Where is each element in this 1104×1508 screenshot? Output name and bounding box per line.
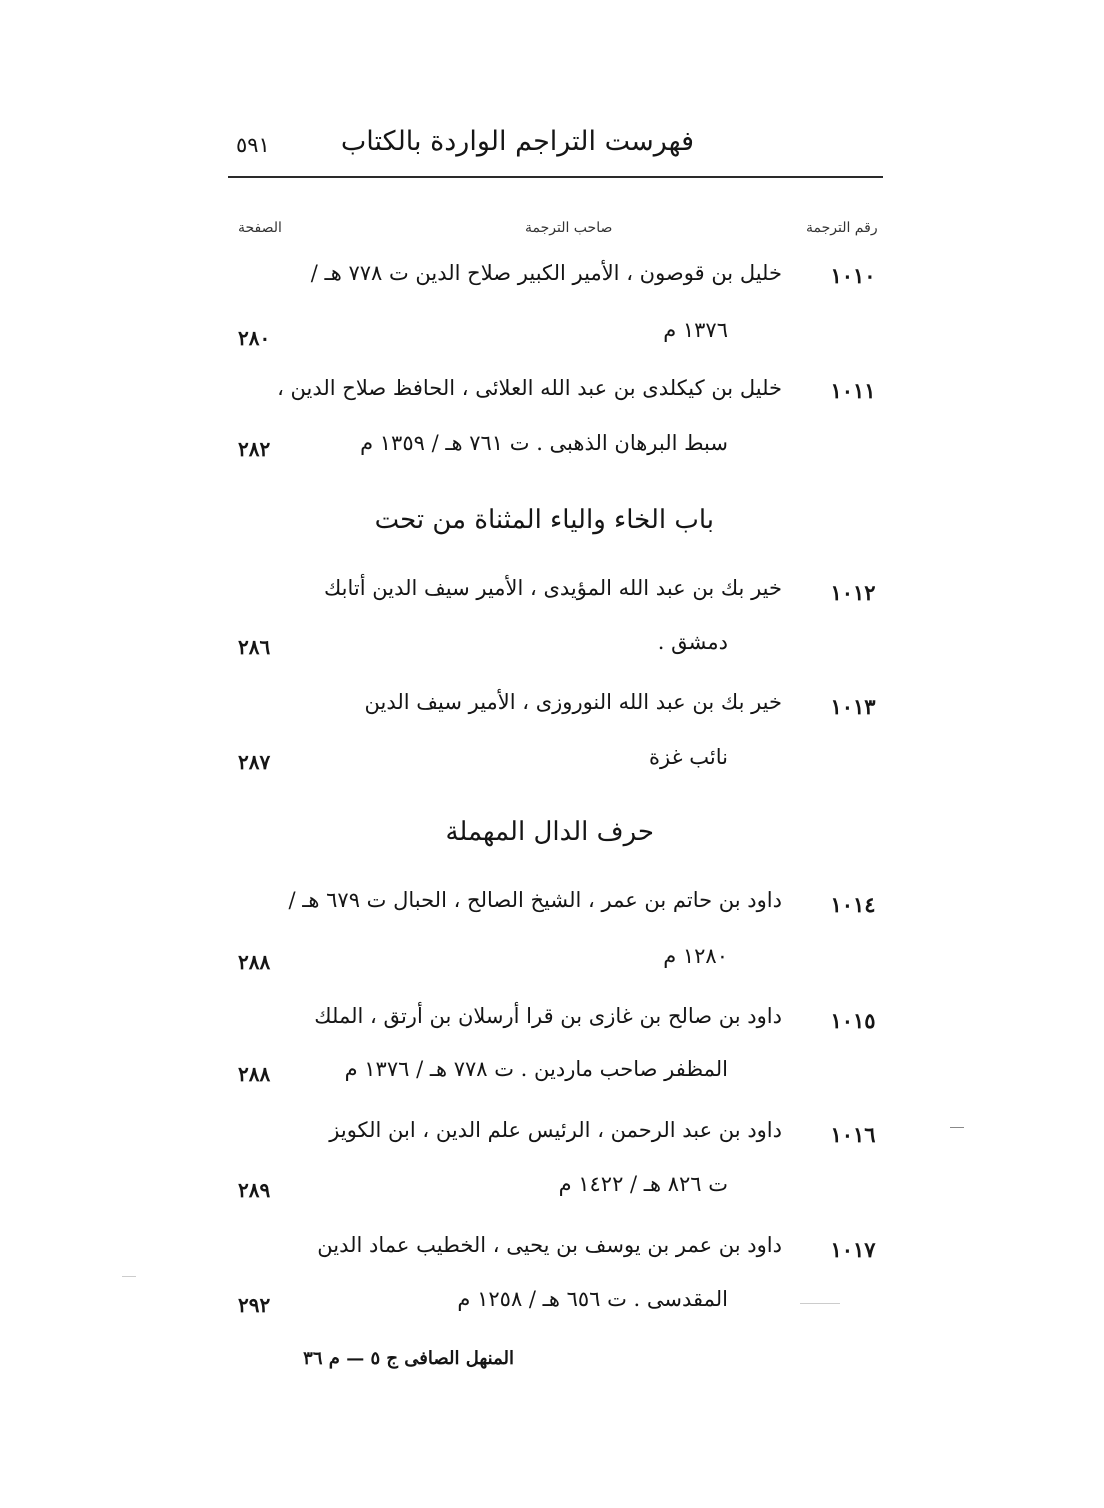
- page-footer: المنهل الصافى ج ٥ — م ٣٦: [303, 1348, 514, 1369]
- entry-page: ٢٨٧: [238, 750, 271, 774]
- entry-line-2: نائب غزة: [649, 745, 728, 769]
- scan-mark: [950, 1127, 964, 1128]
- entry-number: ١٠١١: [830, 378, 876, 403]
- entry-line-1: خير بك بن عبد الله المؤيدى ، الأمير سيف الدين أتابك: [323, 576, 782, 600]
- entry-number: ١٠١٧: [830, 1237, 876, 1262]
- header-rule: [228, 176, 883, 178]
- entry-line-2: دمشق .: [657, 630, 728, 654]
- entry-line-2: ت ٨٢٦ هـ / ١٤٢٢ م: [558, 1172, 728, 1196]
- entry-line-2: المظفر صاحب ماردين . ت ٧٧٨ هـ / ١٣٧٦ م: [344, 1057, 728, 1081]
- entry-number: ١٠١٣: [830, 694, 876, 719]
- entry-line-2: ١٢٨٠ م: [663, 944, 728, 968]
- entry-line-1: داود بن صالح بن غازى بن قرا أرسلان بن أرتق ، الملك: [314, 1004, 782, 1028]
- entry-line-1: داود بن حاتم بن عمر ، الشيخ الصالح ، الحبال ت ٦٧٩ هـ /: [288, 888, 782, 912]
- entry-page: ٢٨٩: [238, 1178, 271, 1202]
- section-heading: باب الخاء والياء المثناة من تحت: [374, 505, 714, 535]
- column-header-entry-no: رقم الترجمة: [806, 220, 878, 236]
- column-header-page: الصفحة: [238, 220, 282, 236]
- entry-number: ١٠١٦: [830, 1122, 876, 1147]
- entry-line-2: سبط البرهان الذهبى . ت ٧٦١ هـ / ١٣٥٩ م: [360, 431, 728, 455]
- entry-number: ١٠١٠: [830, 263, 876, 288]
- entry-page: ٢٨٦: [238, 635, 271, 659]
- column-header-subject: صاحب الترجمة: [525, 220, 613, 236]
- entry-line-1: خير بك بن عبد الله النوروزى ، الأمير سيف الدين: [364, 690, 782, 714]
- scan-mark: [800, 1303, 840, 1304]
- entry-page: ٢٨٠: [238, 326, 271, 350]
- scan-mark: [122, 1276, 136, 1277]
- entry-number: ١٠١٥: [830, 1008, 876, 1033]
- section-heading: حرف الدال المهملة: [445, 817, 654, 847]
- page-title: فهرست التراجم الواردة بالكتاب: [340, 126, 694, 157]
- entry-line-1: خليل بن قوصون ، الأمير الكبير صلاح الدين ت ٧٧٨ هـ /: [310, 261, 782, 285]
- entry-line-2: ١٣٧٦ م: [663, 318, 728, 342]
- entry-line-1: داود بن عبد الرحمن ، الرئيس علم الدين ، ابن الكويز: [329, 1118, 782, 1142]
- entry-line-1: خليل بن كيكلدى بن عبد الله العلائى ، الحافظ صلاح الدين ،: [277, 376, 782, 400]
- entry-line-2: المقدسى . ت ٦٥٦ هـ / ١٢٥٨ م: [457, 1287, 728, 1311]
- entry-page: ٢٩٢: [238, 1293, 271, 1317]
- entry-page: ٢٨٢: [238, 437, 271, 461]
- entry-page: ٢٨٨: [238, 1062, 271, 1086]
- page-number: ٥٩١: [236, 133, 270, 157]
- entry-number: ١٠١٢: [830, 580, 876, 605]
- entry-line-1: داود بن عمر بن يوسف بن يحيى ، الخطيب عماد الدين: [317, 1233, 782, 1257]
- entry-number: ١٠١٤: [830, 892, 876, 917]
- entry-page: ٢٨٨: [238, 950, 271, 974]
